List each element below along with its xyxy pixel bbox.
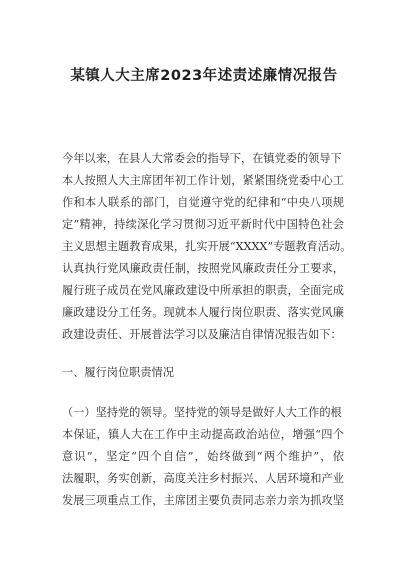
paragraph-line: 定”精神，持续深化学习贯彻习近平新时代中国特色社会 — [62, 218, 344, 231]
paragraph-line: 廉政建设分工任务。现就本人履行岗位职责、落实党风廉 — [62, 306, 344, 319]
paragraph-line: 本人按照人大主席团年初工作计划，紧紧围绕党委中心工 — [62, 174, 344, 187]
paragraph-line: 今年以来，在县人大常委会的指导下，在镇党委的领导下 — [62, 152, 342, 165]
paragraph-line: 主义思想主题教育成果，扎实开展“XXXX”专题教育活动。 — [62, 240, 352, 253]
paragraph-line: 政建设责任、开展普法学习以及廉洁自律情况报告如下： — [62, 328, 342, 341]
paragraph-line: 发展三项重点工作，主席团主要负责同志亲力亲为抓攻坚 — [62, 494, 344, 507]
paragraph-line: 履行班子成员在党风廉政建设中所承担的职责，全面完成 — [62, 284, 344, 297]
paragraph-line: 意识”，坚定“四个自信”，始终做到“两个维护”，依 — [62, 450, 344, 463]
paragraph-line: 法履职，务实创新，高度关注乡村振兴、人居环境和产业 — [62, 472, 344, 485]
paragraph-line: 本保证，镇人大在工作中主动提高政治站位，增强“四个 — [62, 428, 344, 441]
section-heading: 一、履行岗位职责情况 — [62, 366, 174, 379]
paragraph-line: 认真执行党风廉政责任制，按照党风廉政责任分工要求， — [62, 262, 344, 275]
paragraph-line: （一）坚持党的领导。坚持党的领导是做好人大工作的根 — [62, 406, 342, 419]
document-title: 某镇人大主席2023年述责述廉情况报告 — [70, 68, 338, 84]
paragraph-line: 作和本人联系的部门，自觉遵守党的纪律和“中央八项规 — [62, 196, 344, 209]
